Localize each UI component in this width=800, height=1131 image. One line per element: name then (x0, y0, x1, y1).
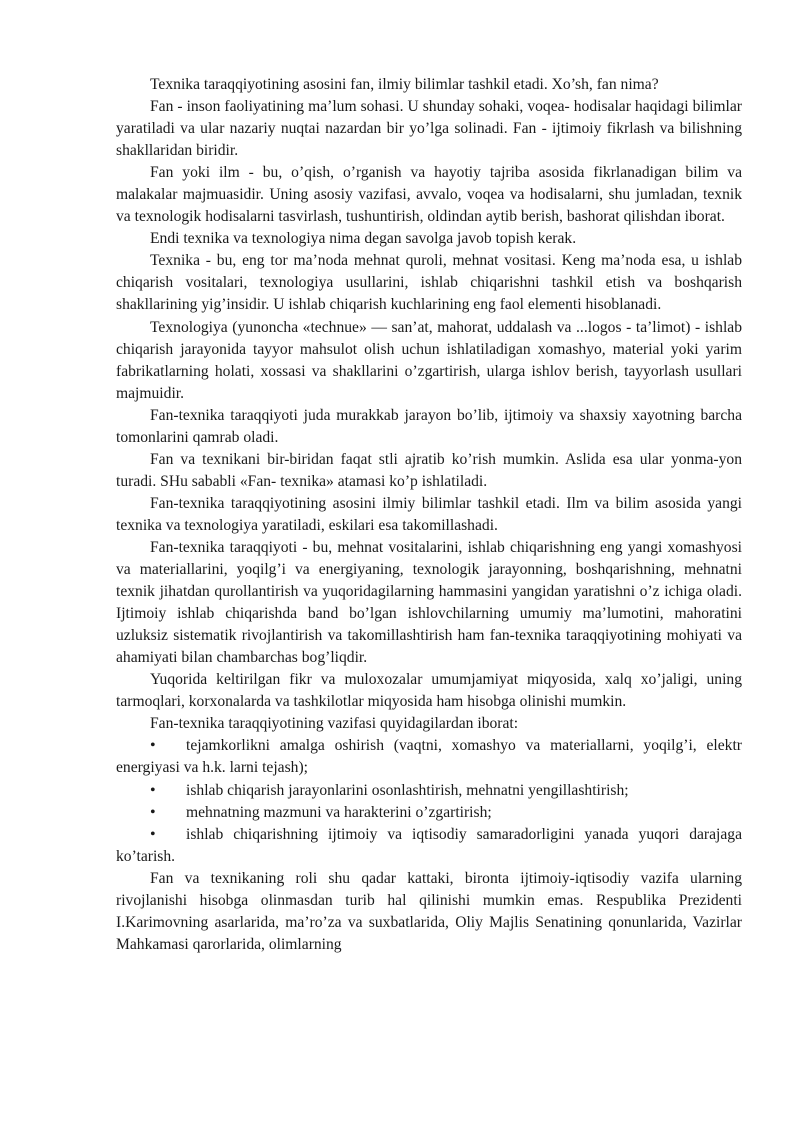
paragraph: Yuqorida keltirilgan fikr va muloxozalar umumjamiyat miqyosida, xalq xo’jaligi, uning tarmoqlari, korxonalarda va tashkilotlar miqyosida ham hisobga olinishi mumkin. (116, 671, 742, 711)
bullet-text: tejamkorlikni amalga oshirish (vaqtni, xomashyo va materiallarni, yoqilg’i, elektr energiyasi va h.k. larni tejash); (116, 737, 742, 777)
document-page (116, 74, 742, 956)
bullet-text: ishlab chiqarishning ijtimoiy va iqtisodiy samaradorligini yanada yuqori darajaga ko’tarish. (116, 825, 742, 865)
bullet-item (116, 780, 742, 802)
bullet-icon: • (150, 825, 156, 843)
bullet-icon: • (150, 737, 156, 755)
paragraph: Fan-texnika taraqqiyotining asosini ilmiy bilimlar tashkil etadi. Ilm va bilim asosida yangi texnika va texnologiya yaratiladi, eskilari esa takomillashadi. (116, 494, 742, 534)
bullet-item (116, 802, 742, 824)
paragraph: Texnika taraqqiyotining asosini fan, ilmiy bilimlar tashkil etadi. Xo’sh, fan nima? (150, 76, 659, 93)
bullet-icon: • (150, 781, 156, 799)
paragraph: Fan va texnikani bir-biridan faqat stli ajratib ko’rish mumkin. Aslida esa ular yonma-yon turadi. SHu sababli «Fan- texnika» atamasi ko’p ishlatiladi. (116, 450, 742, 490)
paragraph: Texnologiya (yunoncha «technue» — san’at, mahorat, uddalash va ...logos - ta’limot) - ishlab chiqarish jarayonida tayyor mahsulot olish uchun ishlatiladigan xomashyo, material yoki yarim fabrikatlarning holati, xossasi va shakllarini o’zgartirish, ularga ishlov berish, tayyorlash usullari majmuidir. (116, 318, 742, 402)
paragraph: Fan - inson faoliyatining ma’lum sohasi. U shunday sohaki, voqea- hodisalar haqidagi bilimlar yaratiladi va ular nazariy nuqtai nazardan bir yo’lga solinadi. Fan - ijtimoiy fikrlash va bilishning shakllaridan biridir. (116, 98, 742, 160)
bullet-text: ishlab chiqarish jarayonlarini osonlashtirish, mehnatni yengillashtirish; (186, 781, 629, 799)
bullet-item (116, 735, 742, 779)
paragraph: Fan-texnika taraqqiyoti - bu, mehnat vositalarini, ishlab chiqarishning eng yangi xomashyosi va materiallarini, yoqilg’i va energiyaning, texnologik jarayonning, boshqarishning, mehnatni texnik jihatdan qurollantirish va yuqoridagilarning hammasini yangidan yaratishni o’z ichiga oladi. Ijtimoiy ishlab chiqarishda band bo’lgan ishlovchilarning umumiy ma’lumotini, mahoratini uzluksiz sistematik rivojlantirish va takomillashtirish ham fan-texnika taraqqiyotining mohiyati va ahamiyati bilan chambarchas bog’liqdir. (116, 538, 742, 667)
bullet-icon: • (150, 803, 156, 821)
paragraph: Fan-texnika taraqqiyoti juda murakkab jarayon bo’lib, ijtimoiy va shaxsiy xayotning barcha tomonlarini qamrab oladi. (116, 406, 742, 446)
paragraph: Endi texnika va texnologiya nima degan savolga javob topish kerak. (150, 230, 577, 248)
bullet-text: mehnatning mazmuni va harakterini o’zgartirish; (186, 803, 492, 821)
paragraph: Texnika - bu, eng tor ma’noda mehnat quroli, mehnat vositasi. Keng ma’noda esa, u ishlab chiqarish vositalari, texnologiya usullarini, ishlab chiqarishni tashkil etish va boshqarish shakllarining yig’insidir. U ishlab chiqarish kuchlarining eng faol elementi hisoblanadi. (116, 252, 742, 314)
paragraph: Fan-texnika taraqqiyotining vazifasi quyidagilardan iborat: (150, 715, 519, 733)
paragraph: Fan va texnikaning roli shu qadar kattaki, bironta ijtimoiy-iqtisodiy vazifa ularning rivojlanishi hisobga olinmasdan turib hal qilinishi mumkin emas. Respublika Prezidenti I.Karimovning asarlarida, ma’ro’za va suxbatlarida, Oliy Majlis Senatining qonunlarida, Vazirlar Mahkamasi qarorlarida, olimlarning (116, 869, 742, 953)
paragraph: Fan yoki ilm - bu, o’qish, o’rganish va hayotiy tajriba asosida fikrlanadigan bilim va malakalar majmuasidir. Uning asosiy vazifasi, avvalo, voqea va hodisalarni, shu jumladan, texnik va texnologik hodisalarni tasvirlash, tushuntirish, oldindan aytib berish, bashorat qilishdan iborat. (116, 164, 742, 226)
bullet-item (116, 824, 742, 868)
